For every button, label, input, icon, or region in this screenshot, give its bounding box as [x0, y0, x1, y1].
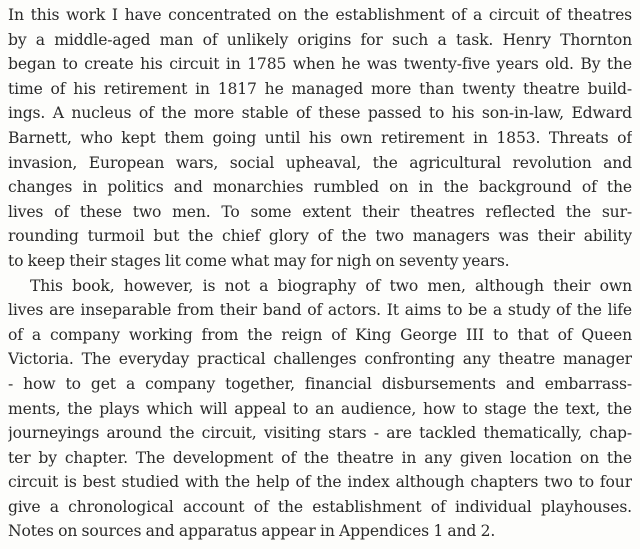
text-line: give a chronological account of the establishment of individual playhouses.	[8, 497, 632, 516]
text-line: rounding turmoil but the chief glory of the two managers was their ability	[8, 227, 632, 246]
text-line: In this work I have concentrated on the establishment of a circuit of theatres	[8, 6, 632, 24]
text-line: time of his retirement in 1817 he managed more than twenty theatre build-	[8, 79, 632, 98]
text-line: of a company working from the reign of King George III to that of Queen	[8, 325, 632, 344]
paragraph-1	[8, 3, 632, 274]
text-line: ter by chapter. The development of the theatre in any given location on the	[8, 448, 632, 467]
text-line: journeyings around the circuit, visiting stars - are tackled thematically, chap-	[8, 424, 632, 443]
text-line: changes in politics and monarchies rumbled on in the background of the	[8, 178, 632, 197]
text-line: by a middle-aged man of unlikely origins for such a task. Henry Thornton	[8, 30, 632, 49]
text-line: circuit is best studied with the help of the index although chapters two to four	[8, 473, 632, 492]
text-line: lives are inseparable from their band of actors. It aims to be a study of the life	[8, 301, 632, 320]
text-line: This book, however, is not a biography of two men, although their own	[30, 276, 632, 295]
text-line: ings. A nucleus of the more stable of these passed to his son-in-law, Edward	[8, 104, 632, 123]
paragraph-2	[8, 274, 632, 545]
text-line: Notes on sources and apparatus appear in Appendices 1 and 2.	[8, 522, 496, 541]
text-line: Victoria. The everyday practical challenges confronting any theatre manager	[8, 350, 632, 369]
text-line: began to create his circuit in 1785 when he was twenty-five years old. By the	[8, 55, 632, 74]
text-line: ments, the plays which will appeal to an audience, how to stage the text, the	[8, 399, 632, 418]
text-line: to keep their stages lit come what may for nigh on seventy years.	[8, 251, 510, 270]
text-line: lives of these two men. To some extent their theatres reflected the sur-	[8, 202, 632, 221]
text-line: invasion, European wars, social upheaval, the agricultural revolution and	[8, 153, 632, 172]
text-line: Barnett, who kept them going until his own retirement in 1853. Threats of	[8, 128, 632, 147]
text-line: - how to get a company together, financial disbursements and embarrass-	[8, 374, 632, 393]
